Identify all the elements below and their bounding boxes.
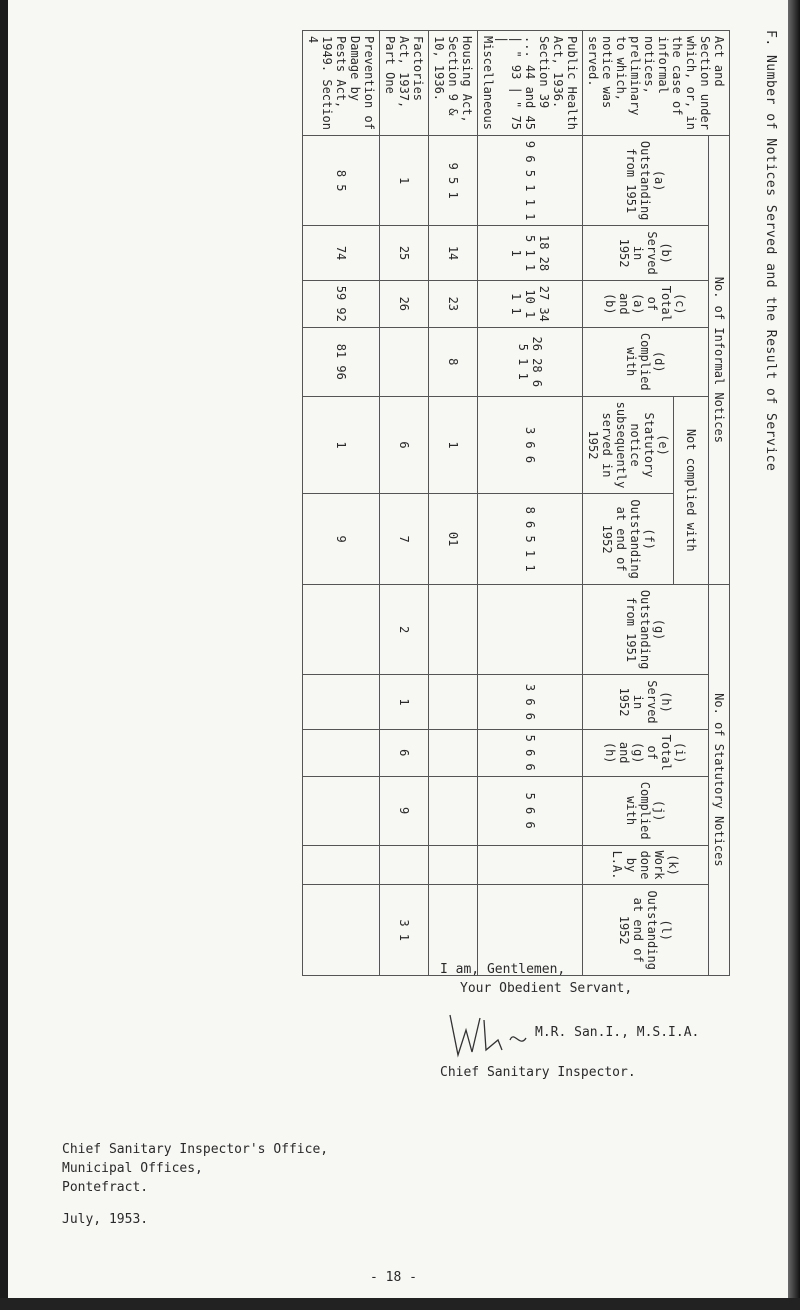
table-cell: 6 <box>380 729 429 776</box>
handwritten-signature <box>440 1010 540 1060</box>
table-row <box>380 31 429 976</box>
table-cell: 1 <box>429 396 478 494</box>
col-header-a: (a) Outstanding from 1951 <box>583 135 709 225</box>
table-cell: 25 <box>380 226 429 280</box>
table-cell <box>429 584 478 674</box>
address-line-3: Pontefract. <box>62 1180 149 1195</box>
table-cell: 26 <box>380 280 429 327</box>
table-cell: 18 28 5 1 1 1 <box>478 226 583 280</box>
table-cell <box>303 885 380 975</box>
table-cell: 5 6 6 <box>478 729 583 776</box>
closing-salutation <box>440 960 632 998</box>
not-complied-header: Not complied with <box>674 396 709 584</box>
table-cell: 3 6 6 <box>478 675 583 729</box>
table-cell <box>478 845 583 885</box>
subgroup-header-row <box>674 31 709 976</box>
table-cell: 23 <box>429 280 478 327</box>
table-cell <box>429 675 478 729</box>
table-cell: 7 <box>380 494 429 584</box>
table-cell: 26 28 6 5 1 1 <box>478 327 583 396</box>
report-date: July, 1953. <box>62 1212 149 1227</box>
table-cell: 9 <box>380 776 429 845</box>
col-header-j: (j) Complied with <box>583 776 709 845</box>
table-cell <box>380 327 429 396</box>
col-header-e: (e) Statutory notice subsequently served in 1952 <box>583 396 674 494</box>
col-header-k: (k) Work done by L.A. <box>583 845 709 885</box>
table-cell <box>303 845 380 885</box>
table-cell: 1 <box>303 396 380 494</box>
table-cell <box>478 584 583 674</box>
col-header-i: (i) Total of (g) and (h) <box>583 729 709 776</box>
table-row <box>303 31 380 976</box>
table-cell: 8 <box>429 327 478 396</box>
table-cell <box>303 584 380 674</box>
table-cell: 3 1 <box>380 885 429 975</box>
table-cell: 9 <box>303 494 380 584</box>
table-row <box>429 31 478 976</box>
col-header-g: (g) Outstanding from 1951 <box>583 584 709 674</box>
closing-line-1: I am, Gentlemen, <box>440 962 566 977</box>
table-cell <box>303 729 380 776</box>
row-label: Prevention of Damage by Pests Act, 1949. Section 4 <box>303 31 380 136</box>
row-label: Housing Act, Section 9 & 10, 1936. <box>429 31 478 136</box>
table-cell: 3 6 6 <box>478 396 583 494</box>
section-title: F. Number of Notices Served and the Result of Service <box>763 30 778 472</box>
table-cell: 5 6 6 <box>478 776 583 845</box>
row-label: Public Health Act, 1936. Section 39 ... 44 and 45 | " 93 | " 75 | Miscellaneous <box>478 31 583 136</box>
table-cell: 27 34 10 1 1 1 <box>478 280 583 327</box>
col-header-l: (l) Outstanding at end of 1952 <box>583 885 709 975</box>
table-cell: 74 <box>303 226 380 280</box>
address-line-1: Chief Sanitary Inspector's Office, <box>62 1142 329 1157</box>
office-address <box>62 1140 328 1197</box>
table-cell: 8 6 5 1 1 <box>478 494 583 584</box>
informal-group-header: No. of Informal Notices <box>709 135 730 584</box>
closing-line-2: Your Obedient Servant, <box>460 981 633 996</box>
inspector-title: Chief Sanitary Inspector. <box>440 1065 636 1080</box>
table-cell: 9 5 1 <box>429 135 478 225</box>
col-header-c: (c) Total of (a) and (b) <box>583 280 709 327</box>
table-cell <box>303 776 380 845</box>
act-column-header: Act and Section under which, or, in the case of informal notices, preliminary to which, notice was served. <box>583 31 730 136</box>
statutory-group-header: No. of Statutory Notices <box>709 584 730 975</box>
table-cell: 6 <box>380 396 429 494</box>
table-cell: 59 92 <box>303 280 380 327</box>
table-cell: 9 6 5 1 1 1 <box>478 135 583 225</box>
table-cell: 2 <box>380 584 429 674</box>
inspector-credentials: M.R. San.I., M.S.I.A. <box>535 1025 700 1040</box>
notices-table <box>302 30 730 976</box>
table-cell <box>380 845 429 885</box>
table-cell <box>429 845 478 885</box>
col-header-f: (f) Outstanding at end of 1952 <box>583 494 674 584</box>
table-cell: 14 <box>429 226 478 280</box>
row-label: Factories Act, 1937, Part One <box>380 31 429 136</box>
table-row <box>478 31 583 976</box>
table-cell <box>303 675 380 729</box>
table-cell <box>429 776 478 845</box>
table-cell: 8 5 <box>303 135 380 225</box>
address-line-2: Municipal Offices, <box>62 1161 203 1176</box>
scan-left-edge <box>0 0 8 1310</box>
table-cell: 1 <box>380 675 429 729</box>
col-header-b: (b) Served in 1952 <box>583 226 709 280</box>
table-cell: 81 96 <box>303 327 380 396</box>
table-cell <box>429 729 478 776</box>
group-header-row <box>709 31 730 976</box>
table-cell: 1 <box>380 135 429 225</box>
col-header-d: (d) Complied with <box>583 327 709 396</box>
col-header-h: (h) Served in 1952 <box>583 675 709 729</box>
scan-bottom-edge <box>0 1298 800 1310</box>
page-number: - 18 - <box>370 1270 417 1285</box>
table-cell: 01 <box>429 494 478 584</box>
